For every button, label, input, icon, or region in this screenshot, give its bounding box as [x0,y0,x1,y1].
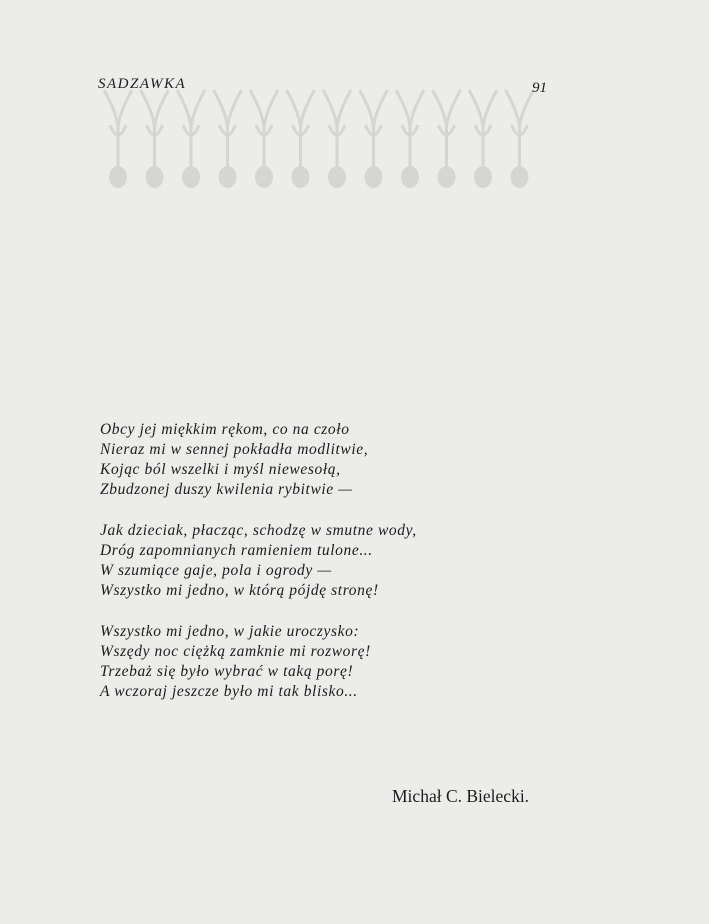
poem-line: Nieraz mi w sennej pokładła modlitwie, [100,441,369,458]
running-header-title: SADZAWKA [98,76,187,92]
page-number: 91 [532,80,547,96]
ornament-stem [506,90,534,170]
ornament-bulb [511,166,529,188]
poem-line: Kojąc ból wszelki i myśl niewesołą, [100,461,341,478]
ornament-stem [469,90,497,170]
ornament-bulb [292,166,310,188]
poem-line: Wszędy noc ciężką zamknie mi rozworę! [100,643,371,660]
ornament-stem [287,90,315,170]
poem-line: Trzebaż się było wybrać w taką porę! [100,663,354,680]
poem-line: Jak dzieciak, płacząc, schodzę w smutne wody, [100,522,417,539]
poem-line: W szumiące gaje, pola i ogrody — [100,562,332,579]
ornament-bulb [438,166,456,188]
ornament-stem [433,90,461,170]
poem-line: A wczoraj jeszcze było mi tak blisko... [100,683,358,700]
ornament-stem [141,90,169,170]
ornament-bulb [182,166,200,188]
ornament-stem [360,90,388,170]
author-signature: Michał C. Bielecki. [392,786,530,806]
poem-line: Zbudzonej duszy kwilenia rybitwie — [100,481,353,498]
poem-line: Obcy jej miękkim rękom, co na czoło [100,421,350,438]
ornament-stem [104,90,132,170]
poem-line: Wszystko mi jedno, w którą pójdę stronę! [100,582,379,599]
stanza-2 [100,521,417,601]
ornament-bulb [474,166,492,188]
ornament-stem [177,90,205,170]
ornament-bulb [328,166,346,188]
stanza-3 [100,622,417,702]
ornament-stem [323,90,351,170]
poem-line: Wszystko mi jedno, w jakie uroczysko: [100,623,360,640]
ornament-bulb [109,166,127,188]
poem-line: Dróg zapomnianych ramieniem tulone... [100,542,373,559]
ornament-bulb [365,166,383,188]
ornament-stem [214,90,242,170]
stanza-1 [100,420,417,500]
bleed-through-ornament [100,85,540,195]
ornament-bulb [255,166,273,188]
ornament-bulb [146,166,164,188]
ornament-bulb [401,166,419,188]
ornament-bulb [219,166,237,188]
ornament-stem [396,90,424,170]
poem [100,420,417,723]
ornament-stem [250,90,278,170]
